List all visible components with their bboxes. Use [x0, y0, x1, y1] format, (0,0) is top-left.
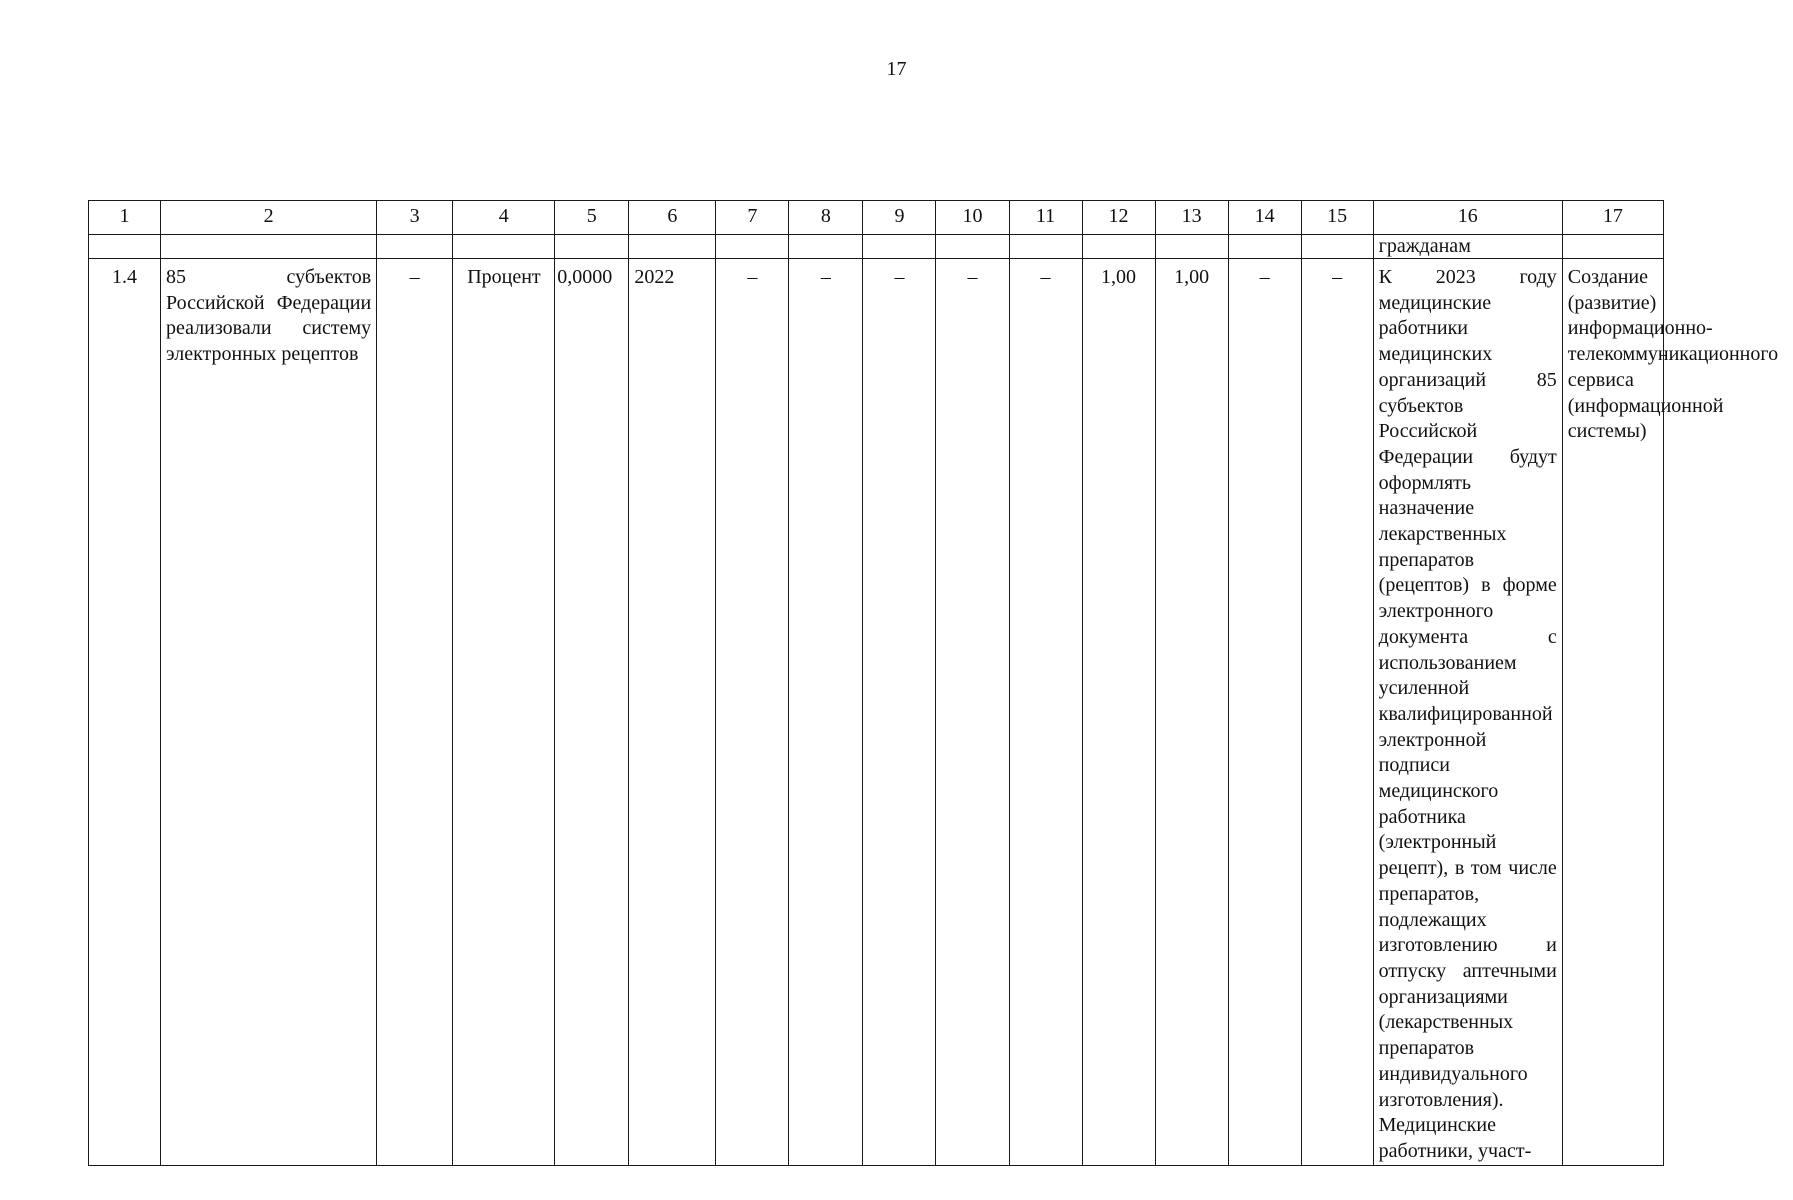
base-value: 0,0000 — [555, 259, 629, 1166]
column-header-12: 12 — [1082, 201, 1155, 235]
value-13: 1,00 — [1155, 259, 1228, 1166]
cell — [716, 235, 789, 259]
cell — [1155, 235, 1228, 259]
cell — [1009, 235, 1082, 259]
column-header-13: 13 — [1155, 201, 1228, 235]
cell — [863, 235, 936, 259]
column-number-row — [89, 201, 1664, 235]
result-type: Создание (развитие) информационно-телекоммуникационного сервиса (информационной системы) — [1562, 259, 1663, 1166]
cell-15: – — [1301, 259, 1373, 1166]
cell-14: – — [1228, 259, 1301, 1166]
column-header-1: 1 — [89, 201, 161, 235]
continuation-row — [89, 235, 1664, 259]
cell — [453, 235, 555, 259]
column-header-4: 4 — [453, 201, 555, 235]
cell — [789, 235, 863, 259]
data-table — [88, 200, 1779, 1166]
column-header-16: 16 — [1373, 201, 1562, 235]
cell-10: – — [936, 259, 1009, 1166]
column-header-14: 14 — [1228, 201, 1301, 235]
cell — [936, 235, 1009, 259]
column-header-6: 6 — [629, 201, 716, 235]
cell-3: – — [377, 259, 453, 1166]
page-number: 17 — [886, 58, 907, 80]
cell-11: – — [1009, 259, 1082, 1166]
column-header-17: 17 — [1562, 201, 1663, 235]
unit-of-measure: Процент — [453, 259, 555, 1166]
cell — [1228, 235, 1301, 259]
column-header-11: 11 — [1009, 201, 1082, 235]
column-header-7: 7 — [716, 201, 789, 235]
table-row — [89, 259, 1664, 1166]
column-header-9: 9 — [863, 201, 936, 235]
cell — [629, 235, 716, 259]
cell — [161, 235, 377, 259]
value-12: 1,00 — [1082, 259, 1155, 1166]
cell — [1562, 235, 1663, 259]
result-description: К 2023 году медицинские работники медицинских организаций 85 субъектов Российской Федерации будут оформлять назначение лекарственных препаратов (рецептов) в форме электронного документа с использованием усиленной квалифицированной электронной подписи медицинского работника (электронный рецепт), в том числе препаратов, подлежащих изготовлению и отпуску аптечными организациями (лекарственных препаратов индивидуального изготовления). Медицинские работники, участ- — [1373, 259, 1562, 1166]
cell-7: – — [716, 259, 789, 1166]
cell — [555, 235, 629, 259]
column-header-10: 10 — [936, 201, 1009, 235]
continuation-text: гражданам — [1373, 235, 1562, 259]
cell — [89, 235, 161, 259]
column-header-15: 15 — [1301, 201, 1373, 235]
column-header-8: 8 — [789, 201, 863, 235]
column-header-3: 3 — [377, 201, 453, 235]
cell — [1082, 235, 1155, 259]
cell-8: – — [789, 259, 863, 1166]
indicator-name: 85 субъектов Российской Федерации реализовали систему электронных рецептов — [161, 259, 377, 1166]
cell-9: – — [863, 259, 936, 1166]
column-header-2: 2 — [161, 201, 377, 235]
row-number: 1.4 — [89, 259, 161, 1166]
cell — [1301, 235, 1373, 259]
column-header-5: 5 — [555, 201, 629, 235]
base-year: 2022 — [629, 259, 716, 1166]
cell — [377, 235, 453, 259]
